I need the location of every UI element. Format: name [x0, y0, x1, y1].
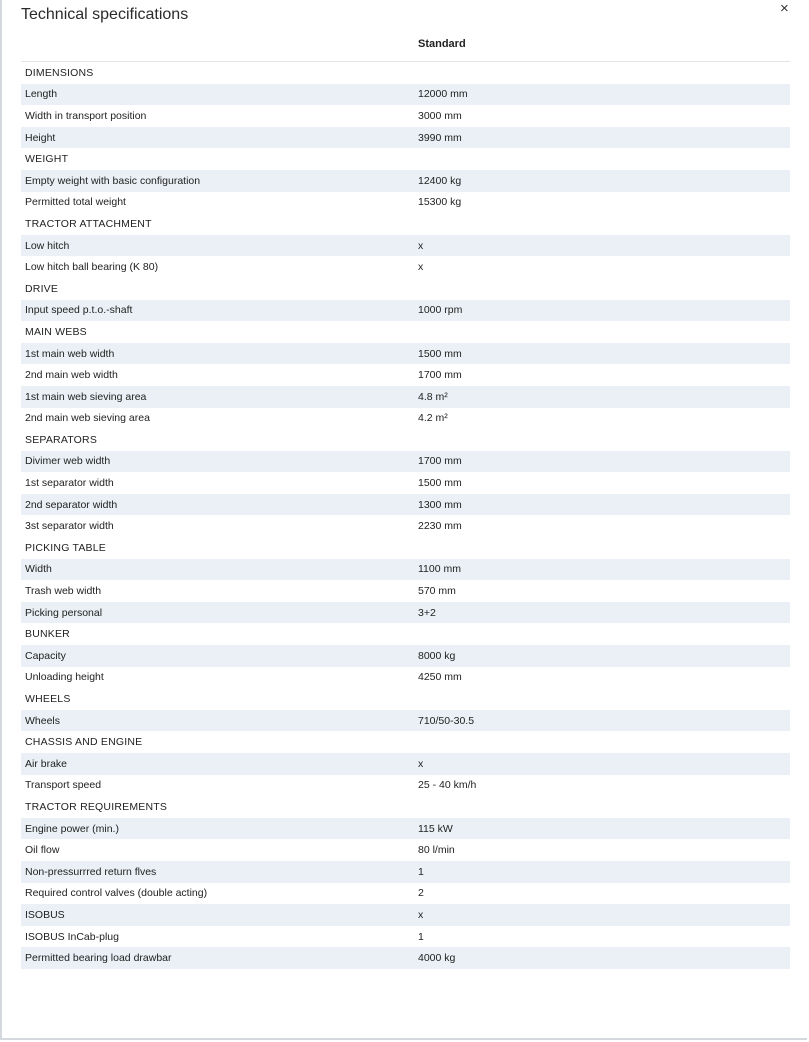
section-title: CHASSIS AND ENGINE [25, 736, 143, 749]
spec-value: 115 kW [418, 822, 453, 835]
section-header [21, 62, 790, 84]
spec-label: Permitted total weight [25, 196, 126, 209]
spec-row [21, 170, 790, 192]
spec-value: x [418, 908, 424, 921]
spec-label: 1st separator width [25, 477, 114, 490]
spec-label: Unloading height [25, 671, 104, 684]
spec-value: 1 [418, 930, 424, 943]
spec-label: Length [25, 88, 58, 101]
spec-value: 3990 mm [418, 131, 462, 144]
spec-label: Low hitch ball bearing (K 80) [25, 261, 159, 274]
spec-label: Low hitch [25, 239, 70, 252]
section-header [21, 537, 790, 559]
section-title: TRACTOR REQUIREMENTS [25, 800, 168, 813]
spec-value: 1 [418, 865, 424, 878]
spec-value: 1000 rpm [418, 304, 463, 317]
spec-label: Required control valves (double acting) [25, 887, 208, 900]
spec-label: Width [25, 563, 52, 576]
spec-label: 3st separator width [25, 520, 114, 533]
spec-label: 1st main web width [25, 347, 115, 360]
spec-label: Input speed p.t.o.-shaft [25, 304, 133, 317]
spec-value: 3000 mm [418, 109, 462, 122]
spec-value: 4250 mm [418, 671, 462, 684]
dialog-title: Technical specifications [21, 6, 189, 23]
section-title: TRACTOR ATTACHMENT [25, 217, 152, 230]
spec-value: 4000 kg [418, 952, 456, 965]
spec-row [21, 710, 790, 732]
spec-row [21, 559, 790, 581]
spec-row [21, 775, 790, 797]
spec-label: Divimer web width [25, 455, 111, 468]
spec-value: 1500 mm [418, 477, 462, 490]
section-header [21, 213, 790, 235]
spec-label: ISOBUS [25, 908, 65, 921]
spec-label: Oil flow [25, 844, 60, 857]
spec-value: 570 mm [418, 585, 456, 598]
spec-value: 2 [418, 887, 424, 900]
spec-value: 12400 kg [418, 174, 462, 187]
spec-label: Height [25, 131, 56, 144]
spec-row [21, 515, 790, 537]
spec-row [21, 602, 790, 624]
spec-label: Trash web width [25, 585, 102, 598]
spec-row [21, 343, 790, 365]
spec-row [21, 839, 790, 861]
spec-value: x [418, 757, 424, 770]
spec-row [21, 947, 790, 969]
section-header [21, 623, 790, 645]
section-header [21, 796, 790, 818]
section-title: WEIGHT [25, 153, 69, 166]
spec-row [21, 861, 790, 883]
spec-row [21, 451, 790, 473]
spec-value: 2230 mm [418, 520, 462, 533]
spec-row [21, 904, 790, 926]
spec-value: 4.2 m² [418, 412, 448, 425]
spec-value: 1700 mm [418, 455, 462, 468]
spec-value: 3+2 [418, 606, 436, 619]
section-header [21, 429, 790, 451]
spec-row [21, 364, 790, 386]
section-header [21, 731, 790, 753]
spec-label: Empty weight with basic configuration [25, 174, 201, 187]
spec-row [21, 926, 790, 948]
spec-row [21, 84, 790, 106]
spec-row [21, 494, 790, 516]
spec-row [21, 127, 790, 149]
section-title: SEPARATORS [25, 433, 98, 446]
spec-row [21, 883, 790, 905]
section-header [21, 688, 790, 710]
spec-value: 80 l/min [418, 844, 455, 857]
spec-label: 2nd main web width [25, 369, 118, 382]
section-title: PICKING TABLE [25, 541, 106, 554]
spec-label: Non-pressurrred return flves [25, 865, 157, 878]
section-header [21, 278, 790, 300]
column-header-standard: Standard [418, 38, 466, 50]
spec-label: 1st main web sieving area [25, 390, 147, 403]
spec-value: 4.8 m² [418, 390, 448, 403]
spec-row [21, 667, 790, 689]
section-header [21, 321, 790, 343]
spec-value: x [418, 239, 424, 252]
spec-label: Width in transport position [25, 109, 147, 122]
spec-value: 12000 mm [418, 88, 468, 101]
spec-row [21, 300, 790, 322]
spec-label: Permitted bearing load drawbar [25, 952, 172, 965]
spec-label: Capacity [25, 649, 66, 662]
spec-label: Air brake [25, 757, 68, 770]
spec-row [21, 192, 790, 214]
spec-row [21, 235, 790, 257]
spec-row [21, 580, 790, 602]
spec-value: 1100 mm [418, 563, 461, 576]
spec-value: 1700 mm [418, 369, 462, 382]
spec-row [21, 818, 790, 840]
spec-value: 710/50-30.5 [418, 714, 475, 727]
spec-value: 25 - 40 km/h [418, 779, 477, 792]
section-title: BUNKER [25, 628, 70, 641]
section-header [21, 148, 790, 170]
spec-row [21, 105, 790, 127]
spec-value: 15300 kg [418, 196, 462, 209]
spec-value: x [418, 261, 424, 274]
spec-value: 8000 kg [418, 649, 456, 662]
spec-row [21, 408, 790, 430]
spec-row [21, 256, 790, 278]
close-icon[interactable]: × [780, 0, 789, 17]
spec-row [21, 645, 790, 667]
spec-row [21, 386, 790, 408]
spec-row [21, 753, 790, 775]
section-title: MAIN WEBS [25, 325, 87, 338]
spec-label: Picking personal [25, 606, 103, 619]
spec-label: Engine power (min.) [25, 822, 119, 835]
spec-label: ISOBUS InCab-plug [25, 930, 119, 943]
spec-row [21, 472, 790, 494]
spec-label: 2nd separator width [25, 498, 118, 511]
spec-label: Transport speed [25, 779, 102, 792]
spec-value: 1500 mm [418, 347, 462, 360]
section-title: WHEELS [25, 693, 71, 706]
spec-value: 1300 mm [418, 498, 462, 511]
section-title: DRIVE [25, 282, 59, 295]
spec-label: 2nd main web sieving area [25, 412, 150, 425]
spec-label: Wheels [25, 714, 61, 727]
section-title: DIMENSIONS [25, 66, 94, 79]
spec-table [21, 61, 790, 969]
